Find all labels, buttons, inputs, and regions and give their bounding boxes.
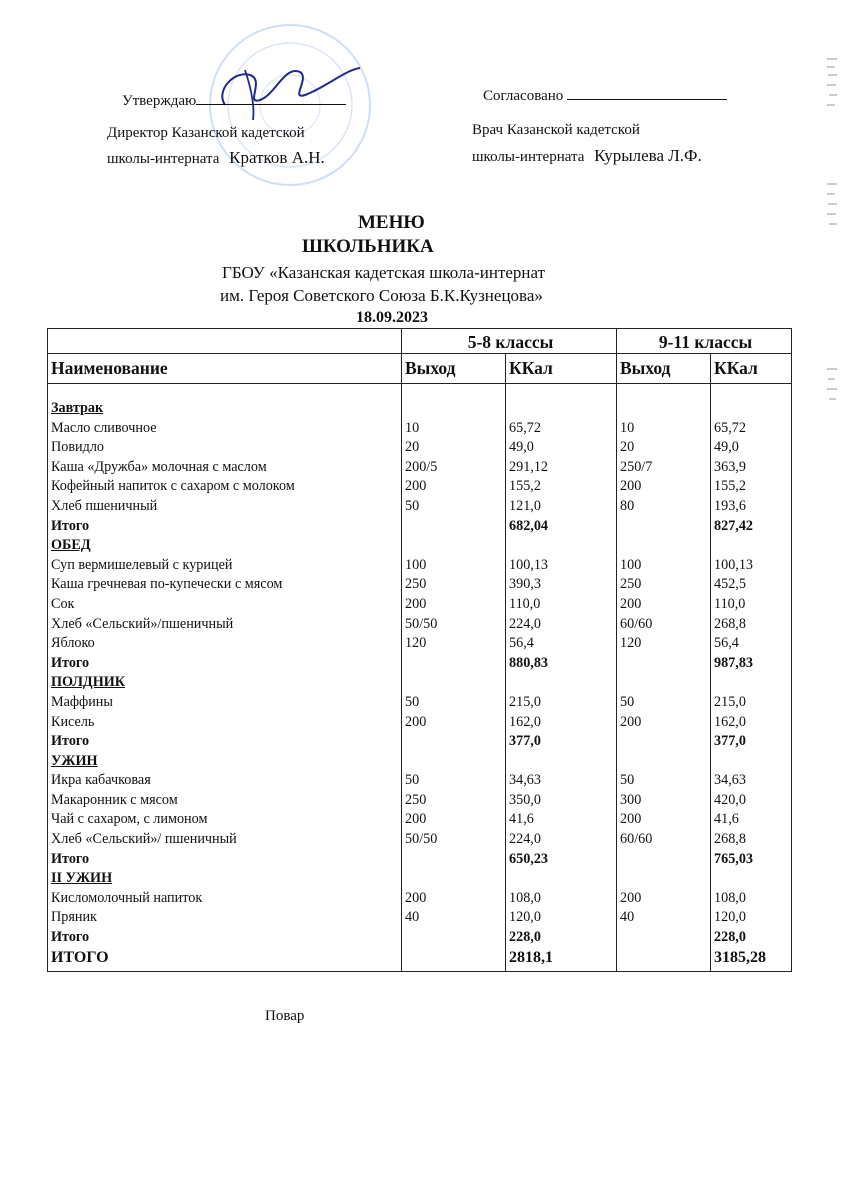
section-title: УЖИН [51,752,98,769]
output-value: 10 [620,419,635,436]
dish-name: Пряник [51,909,97,926]
output-value: 250 [405,576,427,593]
kcal-value: 120,0 [714,909,746,926]
kcal-value: 268,8 [714,831,746,848]
title-line1: МЕНЮ [358,212,425,233]
doctor-school: школы-интерната [472,149,585,165]
output-value: 120 [405,635,427,652]
kcal-value: 827,42 [714,517,754,534]
output-value: 100 [620,556,642,573]
name-column [48,384,402,972]
menu-body-row [48,384,792,972]
output-value: 200 [620,889,642,906]
director-line1: Директор Казанской кадетской [107,125,305,141]
output-value [620,732,710,752]
kcal-value [509,869,616,889]
output-value: 200 [405,478,427,495]
output-value [620,654,710,674]
output-value: 50/50 [405,831,438,848]
kcal-value: 65,72 [714,419,746,436]
kcal-value: 268,8 [714,615,746,632]
dish-name: Каша «Дружба» молочная с маслом [51,458,267,475]
menu-table [47,328,792,972]
section-title: ОБЕД [51,537,91,554]
output-value: 200 [620,595,642,612]
kcal-value: 291,12 [509,458,549,475]
output-value: 40 [405,909,420,926]
output-value: 200/5 [405,458,438,475]
scan-mark [825,365,839,405]
dish-name: Суп вермишелевый с курицей [51,556,233,573]
kcal-value: 880,83 [509,654,549,671]
output-value: 50 [620,772,635,789]
dish-name: Яблоко [51,635,95,652]
kcal-value: 34,63 [509,772,541,789]
dish-name: Кисель [51,713,95,730]
kcal-value: 377,0 [714,733,746,750]
output-value: 200 [405,889,427,906]
output-value: 250 [405,791,427,808]
output-value [405,399,505,419]
cook-label: Повар [265,1008,305,1024]
kcal-value: 162,0 [714,713,746,730]
output-value: 50 [405,693,420,710]
total-label: Итого [51,517,90,534]
kcal-value [509,673,616,693]
dish-name: Кофейный напиток с сахаром с молоком [51,478,295,495]
kcal-value [509,399,616,419]
kcal-value: 363,9 [714,458,746,475]
dish-name: Чай с сахаром, с лимоном [51,811,208,828]
kcal-value: 34,63 [714,772,746,789]
output-value: 200 [405,595,427,612]
dish-name: Хлеб пшеничный [51,497,158,514]
col-output1-header: Выход [402,354,506,384]
kcal-value: 49,0 [509,439,534,456]
output-value: 250/7 [620,458,653,475]
group-5-8: 5-8 классы [402,329,617,354]
output-value [405,850,505,870]
kcal-value: 452,5 [714,576,746,593]
output-value [620,869,710,889]
output-value: 60/60 [620,831,653,848]
kcal-value: 121,0 [509,497,541,514]
director-school: школы-интерната [107,151,220,167]
dish-name: Икра кабачковая [51,772,151,789]
output-value: 100 [405,556,427,573]
kcal1-column [506,384,617,972]
output-value [620,536,710,556]
section-title: Завтрак [51,400,104,416]
output-value: 10 [405,419,420,436]
total-label: Итого [51,733,90,750]
kcal-value: 193,6 [714,497,746,514]
output-value: 200 [405,811,427,828]
output-value [405,948,505,968]
kcal-value: 110,0 [714,595,746,612]
output-value: 20 [620,439,635,456]
kcal-value [714,399,791,419]
kcal-value: 2818,1 [509,948,553,966]
director-signature [205,50,365,125]
output-value [620,673,710,693]
dish-name: Сок [51,595,75,612]
kcal-value: 224,0 [509,615,541,632]
kcal-value: 420,0 [714,791,746,808]
kcal-value: 390,3 [509,576,541,593]
kcal-value: 155,2 [509,478,541,495]
kcal-value: 650,23 [509,850,549,867]
kcal2-column [711,384,792,972]
director-line2 [107,148,325,168]
doctor-name: Курылева Л.Ф. [594,146,702,165]
output-value [405,752,505,772]
dish-name: Макаронник с мясом [51,791,178,808]
output-value: 300 [620,791,642,808]
kcal-value: 228,0 [509,929,541,946]
kcal-value: 228,0 [714,929,746,946]
dish-name: Хлеб «Сельский»/ пшеничный [51,831,237,848]
output-value: 200 [620,811,642,828]
col-output2-header: Выход [617,354,711,384]
kcal-value: 162,0 [509,713,541,730]
kcal-value [714,752,791,772]
output-value [405,654,505,674]
output-value [620,399,710,419]
kcal-value: 224,0 [509,831,541,848]
dish-name: Маффины [51,693,113,710]
output-value: 50 [405,497,420,514]
kcal-value: 41,6 [714,811,739,828]
output-value [405,673,505,693]
output-value [620,850,710,870]
kcal-value: 765,03 [714,850,754,867]
dish-name: Повидло [51,439,105,456]
output-value [405,517,505,537]
kcal-value: 108,0 [714,889,746,906]
total-label: Итого [51,654,90,671]
doctor-line2 [472,146,702,166]
output-value [405,869,505,889]
director-name: Кратков А.Н. [229,148,325,167]
school-line2: им. Героя Советского Союза Б.К.Кузнецова» [220,286,543,305]
col-kcal1-header: ККал [506,354,617,384]
total-label: Итого [51,929,90,946]
group-9-11: 9-11 классы [617,329,792,354]
column-header-row [48,354,792,384]
output-value: 80 [620,497,635,514]
col-name-header: Наименование [48,354,402,384]
output-value: 250 [620,576,642,593]
output-value: 50/50 [405,615,438,632]
approve-label: Утверждаю [122,93,197,109]
dish-name: Масло сливочное [51,419,157,436]
kcal-value: 108,0 [509,889,541,906]
kcal-value [509,752,616,772]
scan-mark [825,180,839,230]
output-value: 200 [620,713,642,730]
section-title: II УЖИН [51,870,113,887]
school-line1: ГБОУ «Казанская кадетская школа-интернат [222,263,546,282]
kcal-value: 100,13 [509,556,549,573]
col-kcal2-header: ККал [711,354,792,384]
kcal-value: 100,13 [714,556,754,573]
output2-column [617,384,711,972]
output-value: 20 [405,439,420,456]
dish-name: Каша гречневая по-купечески с мясом [51,576,283,593]
group-header-row [48,329,792,354]
menu-date: 18.09.2023 [356,309,428,326]
title-line2: ШКОЛЬНИКА [302,236,434,257]
output-value: 200 [405,713,427,730]
output-value: 60/60 [620,615,653,632]
approve-block [122,90,346,110]
scan-mark [825,55,839,115]
kcal-value [714,536,791,556]
kcal-value: 3185,28 [714,948,766,966]
section-title: ПОЛДНИК [51,674,126,691]
kcal-value [509,536,616,556]
kcal-value: 682,04 [509,517,549,534]
agreed-label: Согласовано [483,88,564,104]
kcal-value: 65,72 [509,419,541,436]
kcal-value: 377,0 [509,733,541,750]
output-value [620,517,710,537]
kcal-value: 110,0 [509,595,541,612]
output-value: 50 [620,693,635,710]
output-value [405,536,505,556]
output-value: 50 [405,772,420,789]
kcal-value [714,869,791,889]
output1-column [402,384,506,972]
output-value [620,752,710,772]
kcal-value: 56,4 [509,635,534,652]
kcal-value: 56,4 [714,635,739,652]
output-value [405,928,505,948]
output-value: 120 [620,635,642,652]
doctor-line1: Врач Казанской кадетской [472,122,640,138]
kcal-value: 350,0 [509,791,541,808]
output-value [620,928,710,948]
agreement-block [483,85,727,105]
output-value: 200 [620,478,642,495]
kcal-value: 41,6 [509,811,534,828]
total-label: Итого [51,850,90,867]
group-empty-cell [48,329,402,354]
grand-total-label: ИТОГО [51,948,109,966]
output-value [405,732,505,752]
kcal-value: 215,0 [509,693,541,710]
kcal-value: 155,2 [714,478,746,495]
kcal-value: 987,83 [714,654,754,671]
dish-name: Кисломолочный напиток [51,889,203,906]
kcal-value: 120,0 [509,909,541,926]
output-value: 40 [620,909,635,926]
kcal-value: 49,0 [714,439,739,456]
kcal-value: 215,0 [714,693,746,710]
agreed-signature-line [567,85,727,100]
dish-name: Хлеб «Сельский»/пшеничный [51,615,234,632]
output-value [620,948,710,968]
kcal-value [714,673,791,693]
approve-signature-line [196,90,346,105]
